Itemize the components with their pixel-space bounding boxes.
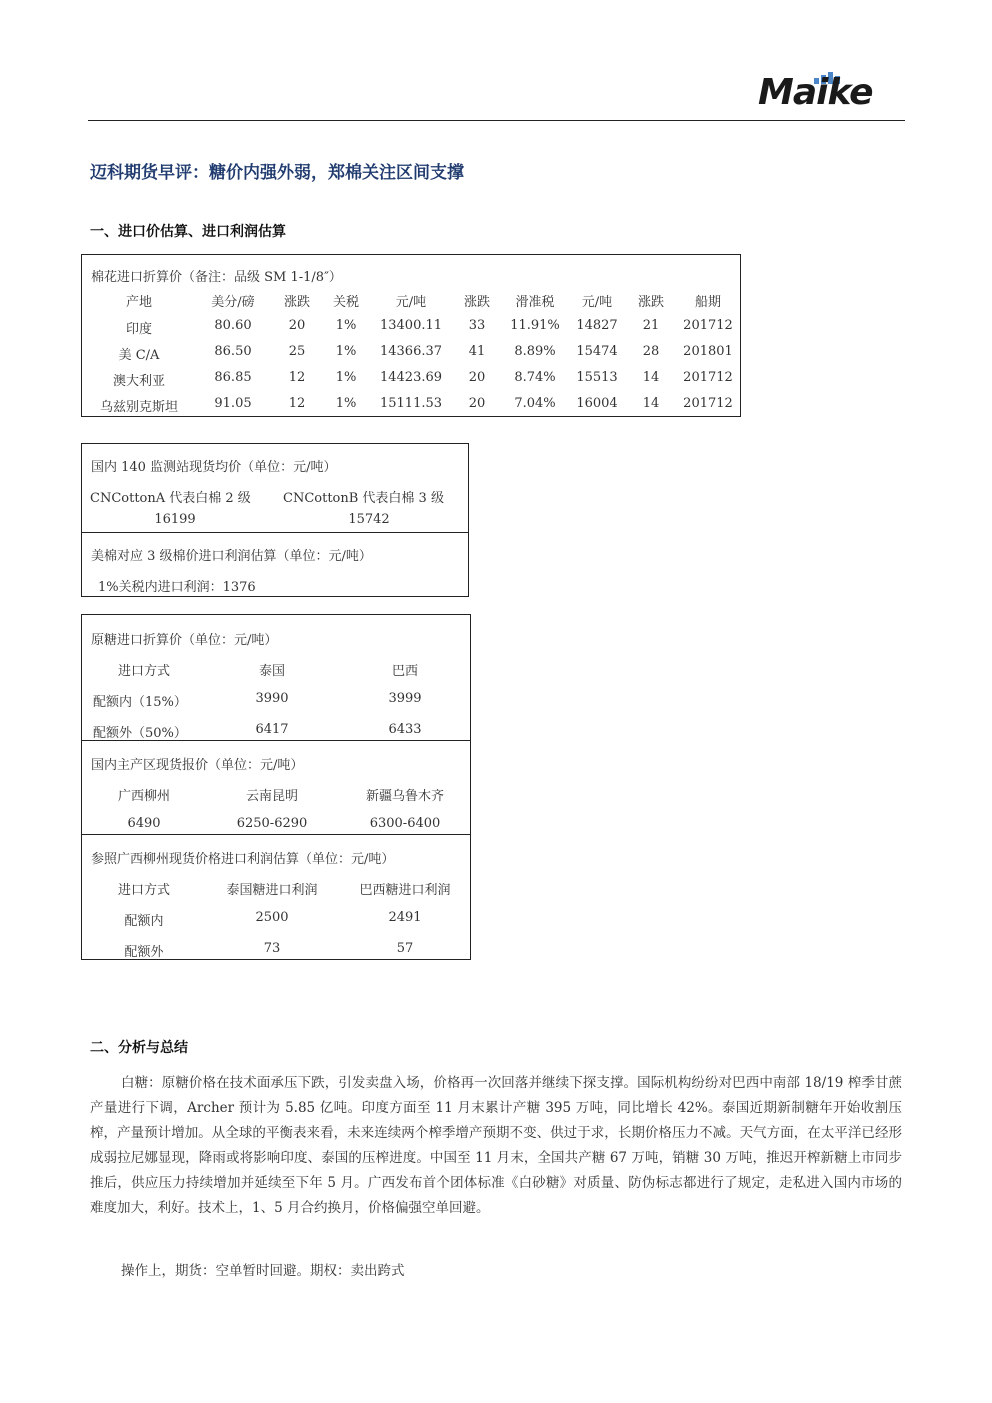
table-cell: 3990 [255, 691, 289, 706]
table-divider [82, 532, 468, 533]
document-title: 迈科期货早评：糖价内强外弱，郑棉关注区间支撑 [90, 163, 464, 183]
cotton-profit-value: 1%关税内进口利润：1376 [98, 580, 256, 595]
table-cell: 乌兹别克斯坦 [99, 400, 179, 415]
table-header: 美分/磅 [211, 295, 255, 310]
section1-heading: 一、进口价估算、进口利润估算 [90, 224, 286, 240]
table-cell: 1% [335, 370, 357, 385]
table-cell: 13400.11 [379, 318, 443, 333]
table-cell: 20 [468, 396, 486, 411]
table-cell: 15474 [576, 344, 618, 359]
table-cell: 15111.53 [379, 396, 443, 411]
cotton-profit-caption: 美棉对应 3 级棉价进口利润估算（单位：元/吨） [91, 549, 372, 564]
cotton-import-caption: 棉花进口折算价（备注：品级 SM 1-1/8″） [91, 270, 342, 285]
table-header: 进口方式 [117, 664, 171, 679]
cotton-import-table [81, 254, 741, 417]
table-cell: 14827 [576, 318, 618, 333]
table-header: 涨跌 [283, 295, 311, 310]
table-header: 元/吨 [581, 295, 613, 310]
cncotton-b-value: 15742 [348, 512, 390, 527]
table-cell: 11.91% [510, 318, 560, 333]
table-header: 广西柳州 [117, 789, 171, 804]
table-cell: 配额外（50%） [93, 726, 187, 741]
table-cell: 201801 [683, 344, 733, 359]
table-cell: 14423.69 [379, 370, 443, 385]
table-cell: 澳大利亚 [112, 374, 166, 389]
table-divider [82, 740, 470, 741]
table-cell: 86.50 [214, 344, 252, 359]
table-cell: 8.74% [514, 370, 556, 385]
table-cell: 14 [642, 396, 660, 411]
table-cell: 配额内（15%） [93, 695, 187, 710]
table-cell: 16004 [576, 396, 618, 411]
table-divider [82, 834, 470, 835]
table-header: 产地 [125, 295, 153, 310]
table-cell: 28 [642, 344, 660, 359]
table-cell: 201712 [683, 370, 733, 385]
sugar-profit-caption: 参照广西柳州现货价格进口利润估算（单位：元/吨） [91, 852, 395, 867]
table-cell: 6433 [388, 722, 422, 737]
section2-heading: 二、分析与总结 [90, 1040, 188, 1056]
table-header: 巴西 [391, 664, 419, 679]
table-header: 云南昆明 [245, 789, 299, 804]
table-cell: 1% [335, 344, 357, 359]
table-cell: 201712 [683, 396, 733, 411]
table-header: 泰国糖进口利润 [226, 883, 318, 898]
maike-logo [752, 70, 892, 120]
table-cell: 12 [288, 396, 306, 411]
table-header: 滑准税 [515, 295, 555, 310]
table-cell: 20 [288, 318, 306, 333]
table-cell: 印度 [125, 322, 153, 337]
table-header: 涨跌 [463, 295, 491, 310]
table-cell: 21 [642, 318, 660, 333]
table-cell: 6300-6400 [369, 816, 441, 831]
table-cell: 33 [468, 318, 486, 333]
table-cell: 配额内 [124, 914, 164, 929]
cotton-domestic-caption: 国内 140 监测站现货均价（单位：元/吨） [91, 460, 337, 475]
table-cell: 6250-6290 [236, 816, 308, 831]
operation-paragraph: 操作上，期货：空单暂时回避。期权：卖出跨式 [121, 1263, 405, 1279]
cotton-domestic-table [81, 443, 469, 597]
table-cell: 201712 [683, 318, 733, 333]
table-header: 元/吨 [395, 295, 427, 310]
cncotton-b-label: CNCottonB 代表白棉 3 级 [283, 491, 444, 506]
table-cell: 86.85 [214, 370, 252, 385]
cncotton-a-value: 16199 [154, 512, 196, 527]
table-cell: 1% [335, 396, 357, 411]
cncotton-a-label: CNCottonA 代表白棉 2 级 [90, 491, 251, 506]
table-cell: 41 [468, 344, 486, 359]
table-cell: 12 [288, 370, 306, 385]
table-cell: 14366.37 [379, 344, 443, 359]
logo-text: Maike [758, 72, 873, 113]
table-header: 新疆乌鲁木齐 [365, 789, 445, 804]
table-cell: 2500 [255, 910, 289, 925]
table-cell: 73 [263, 941, 281, 956]
table-cell: 91.05 [214, 396, 252, 411]
analysis-paragraph: 白糖：原糖价格在技术面承压下跌，引发卖盘入场，价格再一次回落并继续下探支撑。国际机构纷纷对巴西中南部 18/19 榨季甘蔗产量进行下调，Archer 预计为 5.85 亿吨。印度方面至 11 月末累计产糖 395 万吨，同比增长 42%。泰国近期新制糖年开始收割压榨，产量预计增加。从全球的平衡表来看，未来连续两个榨季增产预期不变、供过于求，长期价格压力不减。天气方面，在太平洋已经形成弱拉尼娜显现，降雨或将影响印度、泰国的压榨进度。中国至 11 月末，全国共产糖 67 万吨，销糖 30 万吨，推迟开榨新糖上市同步推后，供应压力持续增加并延续至下年 5 月。广西发布首个团体标准《白砂糖》对质量、防伪标志都进行了规定，走私进入国内市场的难度加大，利好。技术上，1、5 月合约换月，价格偏强空单回避。 [90, 1075, 902, 1216]
table-cell: 6490 [127, 816, 161, 831]
sugar-table [81, 614, 471, 960]
table-cell: 7.04% [514, 396, 556, 411]
header-rule [88, 120, 905, 121]
table-cell: 15513 [576, 370, 618, 385]
table-cell: 3999 [388, 691, 422, 706]
table-cell: 配额外 [124, 945, 164, 960]
table-header: 船期 [694, 295, 722, 310]
table-header: 巴西糖进口利润 [359, 883, 451, 898]
sugar-spot-caption: 国内主产区现货报价（单位：元/吨） [91, 758, 304, 773]
table-cell: 25 [288, 344, 306, 359]
sugar-import-caption: 原糖进口折算价（单位：元/吨） [91, 633, 278, 648]
table-cell: 美 C/A [118, 348, 160, 363]
table-header: 泰国 [258, 664, 286, 679]
table-header: 关税 [332, 295, 360, 310]
table-cell: 20 [468, 370, 486, 385]
table-cell: 6417 [255, 722, 289, 737]
table-cell: 1% [335, 318, 357, 333]
table-cell: 80.60 [214, 318, 252, 333]
table-cell: 2491 [388, 910, 422, 925]
table-cell: 14 [642, 370, 660, 385]
table-cell: 8.89% [514, 344, 556, 359]
table-cell: 57 [396, 941, 414, 956]
table-header: 进口方式 [117, 883, 171, 898]
table-header: 涨跌 [637, 295, 665, 310]
